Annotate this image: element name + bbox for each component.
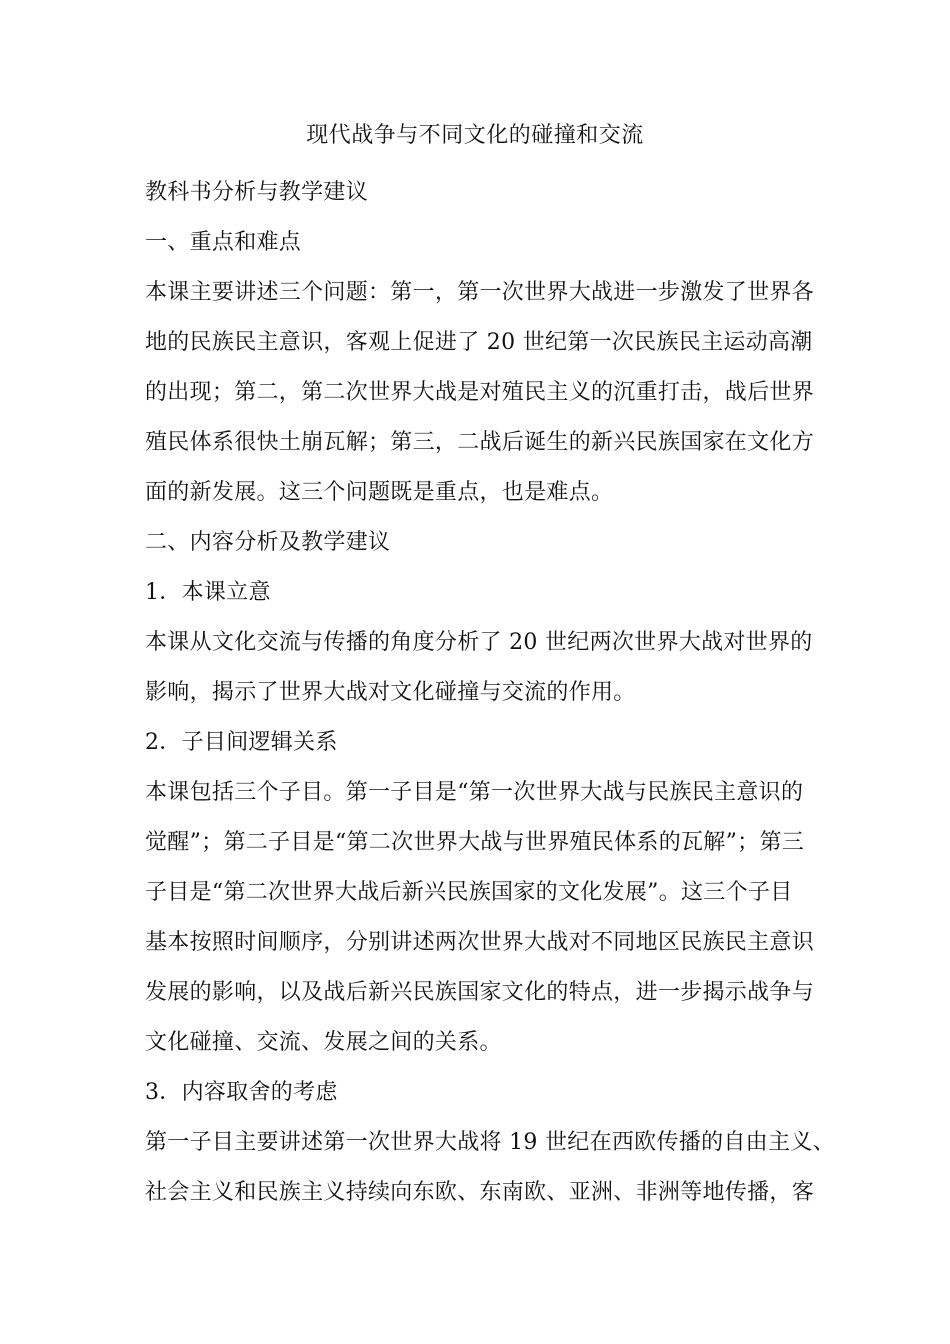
paragraph-line: 影响，揭示了世界大战对文化碰撞与交流的作用。 bbox=[145, 680, 636, 705]
item-heading: 3．内容取舍的考虑 bbox=[145, 1080, 338, 1105]
document-title: 现代战争与不同文化的碰撞和交流 bbox=[306, 123, 644, 148]
subsection-heading: 二、内容分析及教学建议 bbox=[145, 530, 391, 555]
paragraph-line: 发展的影响，以及战后新兴民族国家文化的特点，进一步揭示战争与 bbox=[145, 980, 815, 1005]
paragraph-line: 的出现；第二，第二次世界大战是对殖民主义的沉重打击，战后世界 bbox=[145, 380, 815, 405]
item-heading: 1．本课立意 bbox=[145, 580, 271, 605]
paragraph-line: 本课主要讲述三个问题：第一，第一次世界大战进一步激发了世界各 bbox=[145, 280, 815, 305]
paragraph-line: 子目是“第二次世界大战后新兴民族国家的文化发展”。这三个子目 bbox=[145, 880, 793, 905]
paragraph-line: 社会主义和民族主义持续向东欧、东南欧、亚洲、非洲等地传播，客 bbox=[145, 1180, 815, 1205]
paragraph-line: 面的新发展。这三个问题既是重点，也是难点。 bbox=[145, 480, 614, 505]
subsection-heading: 一、重点和难点 bbox=[145, 230, 302, 255]
paragraph-line: 殖民体系很快土崩瓦解；第三，二战后诞生的新兴民族国家在文化方 bbox=[145, 430, 815, 455]
document-body bbox=[145, 168, 835, 1218]
section-heading: 教科书分析与教学建议 bbox=[145, 180, 369, 205]
paragraph-line: 文化碰撞、交流、发展之间的关系。 bbox=[145, 1030, 502, 1055]
paragraph-line: 本课包括三个子目。第一子目是“第一次世界大战与民族民主意识的 bbox=[145, 780, 804, 805]
paragraph-line: 本课从文化交流与传播的角度分析了 20 世纪两次世界大战对世界的 bbox=[145, 630, 813, 655]
paragraph-line: 地的民族民主意识，客观上促进了 20 世纪第一次民族民主运动高潮 bbox=[145, 330, 813, 355]
paragraph-line: 基本按照时间顺序，分别讲述两次世界大战对不同地区民族民主意识 bbox=[145, 930, 815, 955]
paragraph-line: 第一子目主要讲述第一次世界大战将 19 世纪在西欧传播的自由主义、 bbox=[145, 1130, 835, 1155]
paragraph-line: 觉醒”；第二子目是“第二次世界大战与世界殖民体系的瓦解”；第三 bbox=[145, 830, 805, 855]
item-heading: 2．子目间逻辑关系 bbox=[145, 730, 338, 755]
